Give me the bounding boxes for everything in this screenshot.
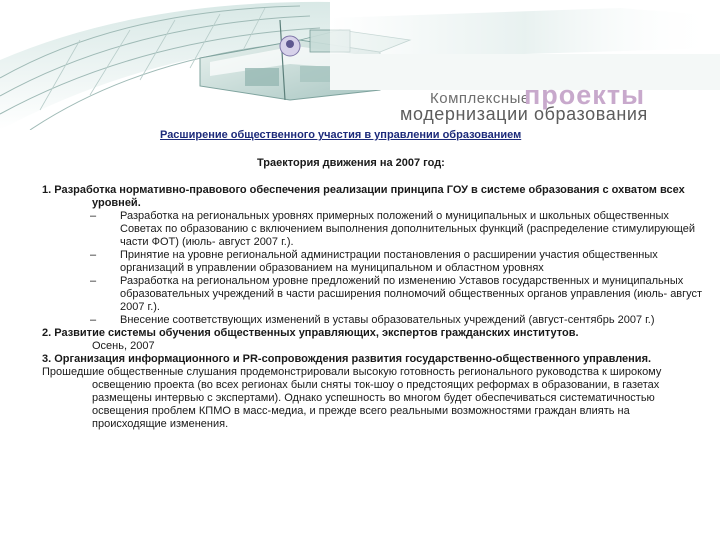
trajectory-title: Траектория движения на 2007 год:	[257, 157, 445, 169]
sub-item-2	[42, 249, 718, 275]
sub-item-1	[42, 210, 718, 249]
item-text: Развитие системы обучения общественных управляющих, экспертов гражданских институтов.	[54, 327, 579, 339]
item-number: 3.	[42, 353, 52, 365]
dash-marker: –	[90, 275, 97, 287]
item-text: Организация информационного и PR-сопровождения развития государственно-общественного управления.	[54, 353, 652, 365]
list-item-1	[42, 184, 718, 210]
glass-panels	[330, 8, 720, 90]
dash-marker: –	[90, 249, 97, 261]
dash-marker: –	[90, 210, 97, 222]
sub-item-text: Внесение соответствующих изменений в уставы образовательных учреждений (август-сентябрь 2007 г.)	[120, 314, 655, 326]
list-item-2	[0, 327, 718, 340]
list-item-3	[0, 353, 718, 366]
item-number: 1.	[42, 184, 52, 196]
item-2-note: Осень, 2007	[92, 340, 155, 352]
sub-item-3	[42, 275, 718, 314]
brand-line1-big: проекты	[524, 80, 646, 110]
header-banner	[0, 0, 720, 130]
item-number: 2.	[42, 327, 52, 339]
main-content	[42, 184, 718, 431]
brand-line2: модернизации образования	[400, 104, 648, 124]
dash-marker: –	[90, 314, 97, 326]
sub-item-text: Разработка на региональном уровне предложений по изменению Уставов государственных и муниципальных образовательных учреждений в части расширения полномочий общественных органов управления (июль- август 2007 г.).	[120, 275, 703, 313]
sub-item-4	[42, 314, 718, 327]
page-subtitle: Расширение общественного участия в управлении образованием	[160, 129, 522, 141]
item-text: Разработка нормативно-правового обеспечения реализации принципа ГОУ в системе образования с охватом всех уровней.	[54, 184, 685, 209]
conclusion-paragraph: Прошедшие общественные слушания продемонстрировали высокую готовность регионального руководства к широкому освещению проекта (во всех регионах были сняты ток-шоу о предстоящих реформах в образовании, в газетах размещены интервью с экспертами). Однако успешность во многом будет обеспечиваться систематичностью освещения проблем КПМО в масс-медиа, и прежде всего реальными возможностями граждан влиять на происходящие изменения.	[42, 366, 662, 430]
brand-line1-small: Комплексные	[430, 90, 530, 107]
sub-item-text: Принятие на уровне региональной администрации постановления о расширении участия общественных организаций в управлении образованием на муниципальном и областном уровнях	[120, 249, 658, 274]
sub-item-text: Разработка на региональных уровнях примерных положений о муниципальных и школьных общественных Советах по образованию с включением выполнения дополнительных функций (распределение стимулирующей части ФОТ) (июль- август 2007 г.).	[120, 210, 696, 248]
brand-logo	[400, 80, 710, 124]
